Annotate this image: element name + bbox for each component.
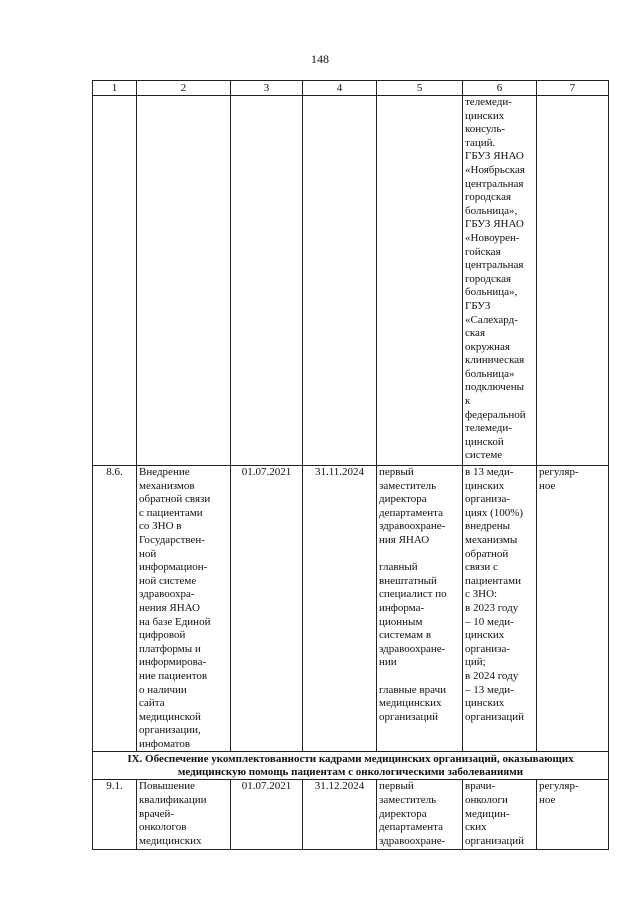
result-cell: врачи- онкологи медицин- ских организаций <box>463 780 537 850</box>
activity-name-cell <box>137 96 231 466</box>
row-number-cell: 8.6. <box>93 466 137 752</box>
table-row-9-1 <box>93 780 609 850</box>
column-header: 7 <box>537 81 609 96</box>
activities-table <box>92 80 609 850</box>
column-header: 6 <box>463 81 537 96</box>
table-row-8-6 <box>93 466 609 752</box>
frequency-cell: регуляр- ное <box>537 780 609 850</box>
frequency-cell: регуляр- ное <box>537 466 609 752</box>
responsible-cell <box>377 96 463 466</box>
end-date-cell: 31.11.2024 <box>303 466 377 752</box>
table-row-continued <box>93 96 609 466</box>
column-header: 3 <box>231 81 303 96</box>
activity-name-cell: Внедрение механизмов обратной связи с пациентами со ЗНО в Государствен- ной информацион- ной системе здравоохра- нения ЯНАО на базе Единой цифровой платформы и информирова- ние пациентов о наличии сайта медицинской организации, инфоматов <box>137 466 231 752</box>
section-heading: IX. Обеспечение укомплектованности кадрами медицинских организаций, оказывающих медицинскую помощь пациентам с онкологическими заболеваниями <box>93 752 609 780</box>
start-date-cell <box>231 96 303 466</box>
start-date-cell: 01.07.2021 <box>231 466 303 752</box>
row-number-cell: 9.1. <box>93 780 137 850</box>
result-cell: телемеди- цинских консуль- таций. ГБУЗ ЯНАО «Ноябрьская центральная городская больница», ГБУЗ ЯНАО «Новоурен- гойская центральная городская больница», ГБУЗ «Салехард- ская окружная клиническая больница» подключены к федеральной телемеди- цинской системе <box>463 96 537 466</box>
column-header: 4 <box>303 81 377 96</box>
result-cell: в 13 меди- цинских организа- циях (100%) внедрены механизмы обратной связи с пациентами с ЗНО: в 2023 году – 10 меди- цинских организа- ций; в 2024 году – 13 меди- цинских организаций <box>463 466 537 752</box>
responsible-cell: первый заместитель директора департамента здравоохране- ния ЯНАО главный внештатный специалист по информа- ционным системам в здравоохране- нии главные врачи медицинских организаций <box>377 466 463 752</box>
column-number-row <box>93 81 609 96</box>
section-heading-row <box>93 752 609 780</box>
start-date-cell: 01.07.2021 <box>231 780 303 850</box>
page-number: 148 <box>311 52 329 66</box>
column-header: 5 <box>377 81 463 96</box>
activity-name-cell: Повышение квалификации врачей- онкологов медицинских <box>137 780 231 850</box>
row-number-cell <box>93 96 137 466</box>
responsible-cell: первый заместитель директора департамента здравоохране- <box>377 780 463 850</box>
column-header: 1 <box>93 81 137 96</box>
frequency-cell <box>537 96 609 466</box>
end-date-cell: 31.12.2024 <box>303 780 377 850</box>
column-header: 2 <box>137 81 231 96</box>
end-date-cell <box>303 96 377 466</box>
